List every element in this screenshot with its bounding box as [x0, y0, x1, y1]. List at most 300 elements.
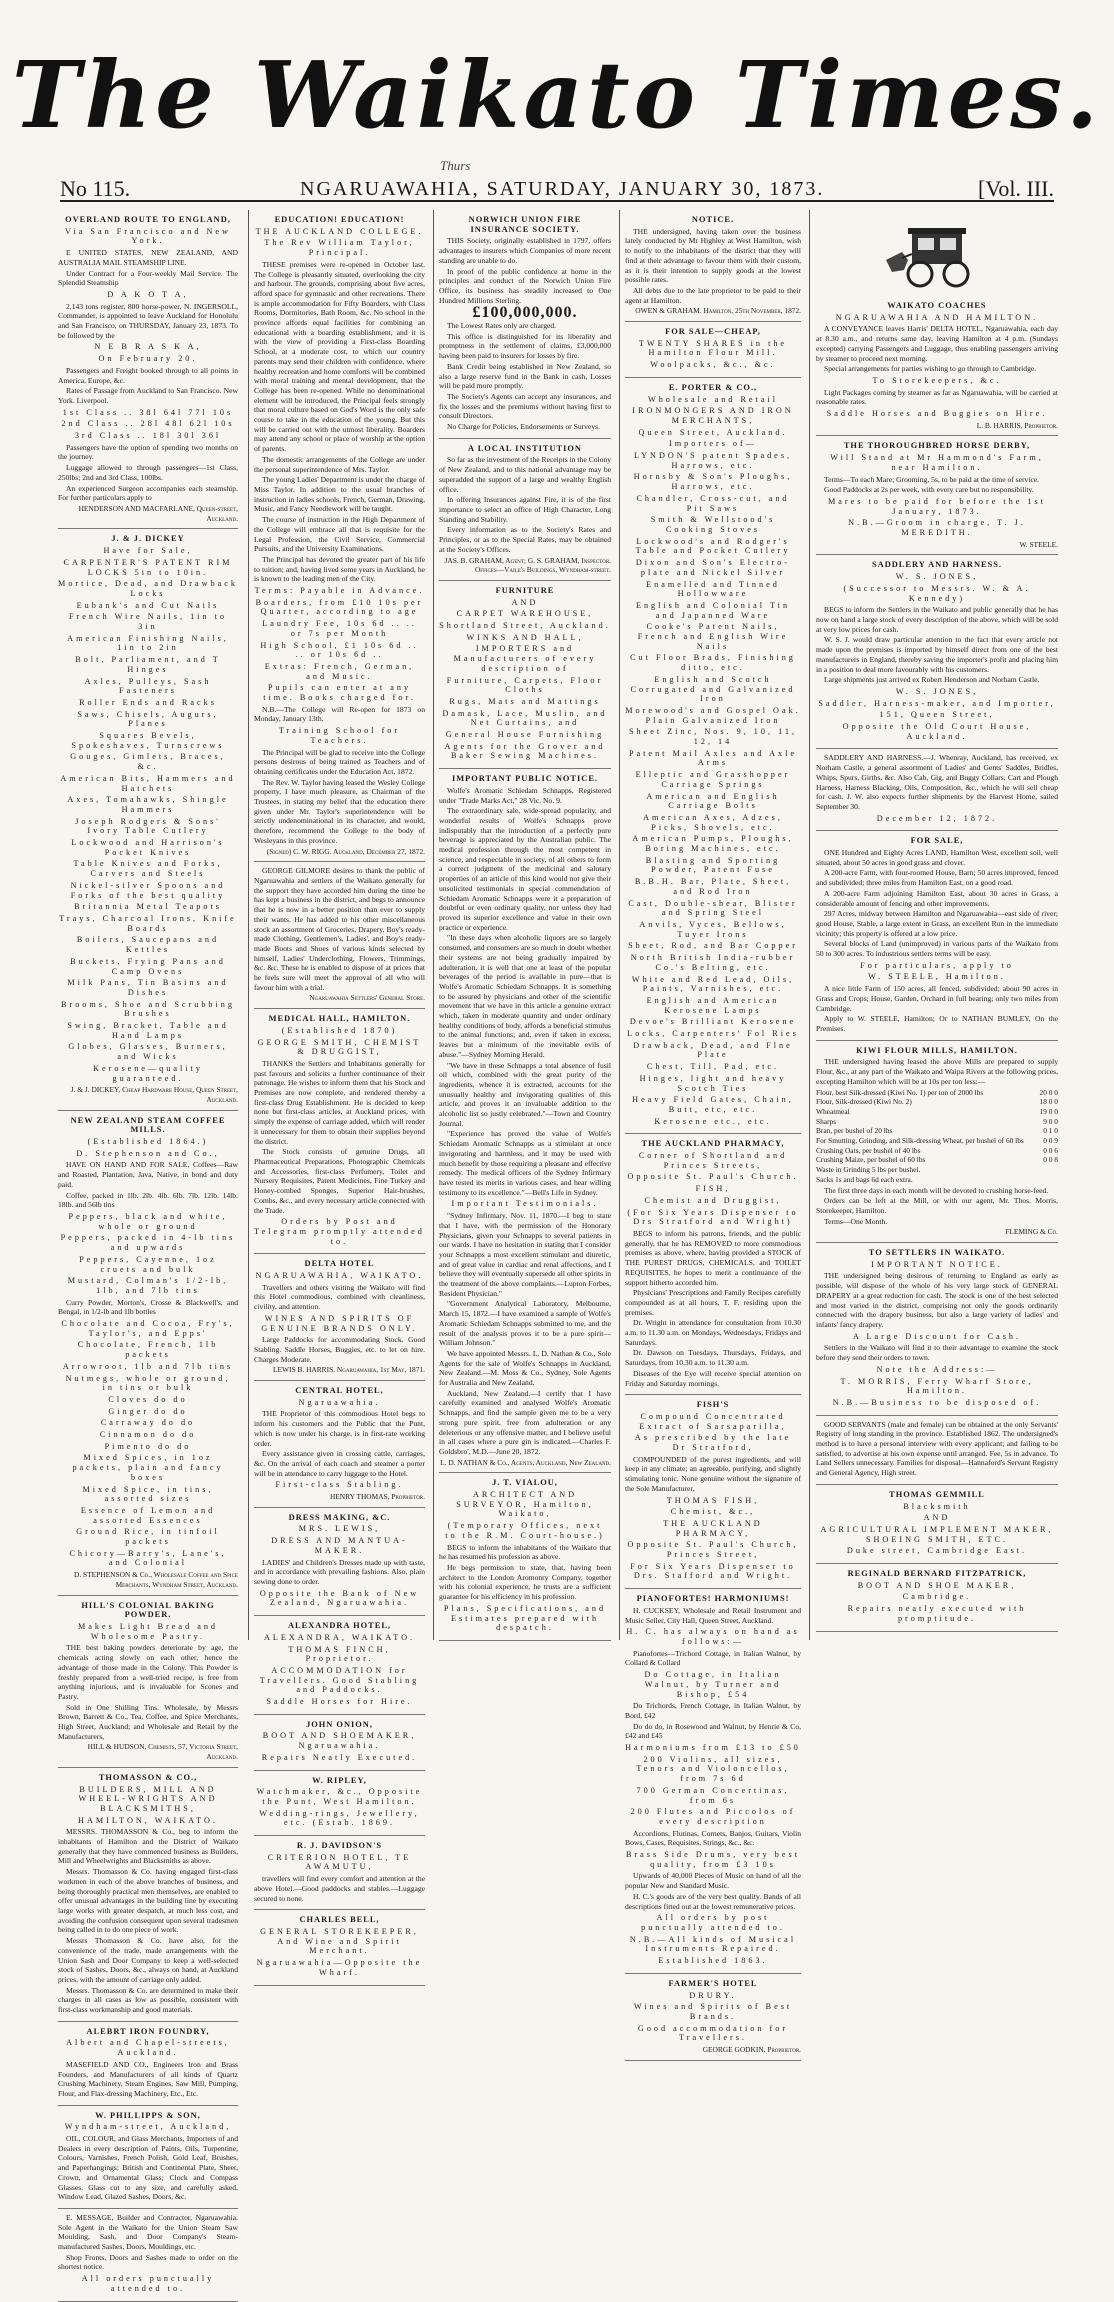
ad-text: Ngaruawahia—Opposite the Wharf. — [256, 1958, 423, 1977]
ad-text: Extras: French, German, and Music. — [264, 661, 415, 681]
ad-text: Shortland Street, Auckland. — [439, 621, 611, 631]
advertisement — [254, 1715, 425, 1771]
ad-text: Wyndham-street, Auckland, — [64, 2122, 232, 2132]
ad-text: Britannia Metal Teapots — [74, 902, 222, 912]
ad-text: Apply to W. STEELE, Hamilton; Or to NATHAN BUMLEY, On the Premises. — [816, 1014, 1058, 1033]
advertisement — [254, 1508, 425, 1616]
ad-text: High School, £1 10s 6d .. .. or 10s 6d .. — [260, 640, 419, 660]
ad-text: A Large Discount for Cash. — [852, 1331, 1022, 1341]
ad-text: "We have in these Schnapps a total absence of fusil oil which, combined with the great purity of the ingredients, whence it is extracted, accounts for the unusually healthy and invigorating qualities of this article, and proves it an invaluable addition to the alcoholic list so justly celebrated."—Town and Country Journal. — [439, 1060, 611, 1128]
ad-text: Sheet Zinc, Nos. 9, 10, 11, 12, 14 — [628, 727, 798, 747]
ad-text: This office is distinguished for its liberality and promptness in the settlement of claims, £3,000,000 having been paid to insurers for losses by fire. — [439, 331, 611, 361]
ad-heading: THE AUCKLAND PHARMACY, — [641, 1139, 785, 1149]
ad-text: Buckets, Frying Pans and Camp Ovens — [70, 956, 226, 976]
ad-heading: PIANOFORTES! HARMONIUMS! — [636, 1594, 790, 1604]
newspaper-title: The Waikato Times. — [11, 41, 1103, 149]
ad-text: Blasting and Sporting Powder, Patent Fuse — [645, 855, 781, 875]
ad-text: The Lowest Rates only are charged. — [447, 321, 557, 331]
advertisement — [625, 378, 801, 1135]
price-value — [1038, 1175, 1058, 1185]
ad-text: N E B R A S K A, — [94, 342, 202, 352]
ad-text: Chicory—Barry's, Lane's, and Colonial — [69, 1548, 227, 1568]
price-item: Flour, best Silk-dressed (Kiwi No. 1) per ton of 2000 lbs — [816, 1087, 984, 1097]
ad-text: BOOT AND SHOEMAKER, Ngaruawahia. — [262, 1731, 417, 1751]
ad-text: OIL, COLOUR, and Glass Merchants, Importers of and Dealers in every description of Paints, Oils, Turpentine, Colours, Varnishes, French Polish, Gold Leaf, Brushes, and Paperhangings; British and Continental Plate, Sheet, Crown, and Ornamental Glass; Clock and Compass Glasses. Glass cut to any size, and carefully asked, Window Lead, Glazed Sashes, Doors, &c. — [58, 2134, 238, 2202]
ad-text: Trays, Charcoal Irons, Knife Boards — [59, 914, 237, 933]
ad-text: D A K O T A, — [107, 289, 189, 299]
ad-text: Chemist and Druggist, — [644, 1195, 782, 1205]
issue-date: NGARUAWAHIA, SATURDAY, JANUARY 30, 1873. — [300, 178, 825, 200]
ad-heading: CHARLES BELL, — [299, 1915, 380, 1925]
ad-text: W. S. JONES, — [895, 686, 979, 696]
ad-text: Have for Sale, — [103, 546, 193, 556]
ad-text: CARPET WAREHOUSE, — [456, 609, 594, 619]
ad-text: Kerosene etc., etc. — [654, 1116, 772, 1126]
ad-text: BEGS to inform his patrons, friends, and the public generally, that he has REMOVED to more commodious premises as above, where, having provided a STOCK of THE PUREST DRUGS, CHEMICALS, and TOILET REQUISITES, he hopes to merit a continuance of the support hitherto accorded him. — [625, 1228, 801, 1287]
ad-text: Makes Light Bread and Wholesome Pastry. — [77, 1622, 219, 1641]
ad-text: The Principal has devoted the greater part of his life to tuition; and, having lived some years in Auckland, he is known to the leading men of the City. — [254, 554, 425, 584]
ad-heading: J. T. VIALOU, — [492, 1478, 558, 1488]
ad-text: Harmoniums from £13 to £50 — [625, 1743, 801, 1753]
ad-text: Terms—To each Mare; Grooming, 5s, to be paid at the time of service. — [824, 474, 1040, 484]
ad-text: 200 Violins, all sizes, Tenors and Violoncellos, from 7s 6d — [636, 1754, 790, 1784]
ad-text: Rates of Passage from Auckland to San Francisco. New York. Liverpool. — [58, 386, 238, 405]
price-value: 0 0 6 — [1043, 1145, 1058, 1155]
ad-text: To Storekeepers, &c. — [872, 375, 1002, 385]
ad-text: Squares Bevels, Spokeshaves, Turnscrews — [71, 731, 225, 750]
ad-text: Orders can be left at the Mill, or with our agent, Mr. Thos. Morris, Storekeeper, Hamilton. — [816, 1196, 1058, 1215]
ad-text: An experienced Surgeon accompanies each steamship. For further particulars apply to — [58, 483, 238, 503]
ad-text: D. Stephenson and Co., — [76, 1148, 220, 1158]
ad-text: Plans, Specifications, and Estimates prepared with despatch. — [443, 1603, 607, 1633]
ad-text: Bolt, Parliament, and T Hinges — [75, 655, 221, 674]
ad-text: The Rev. W. Taylor having leased the Wesley College property, I have much pleasure, as Chairman of the Trustees, in stating my belief that the education there given under Mr. Taylor's superintendence will be strictly undenominational in its character, and would, therefore, recommend the College to the body of Wesleyans in this province. — [254, 777, 425, 845]
ad-text: Orders by Post and Telegram promptly attended to. — [254, 1217, 425, 1246]
ad-text: Globes, Glasses, Burners, and Wicks — [68, 1042, 228, 1062]
ad-text: Compound Concentrated Extract of Sarsaparilla, — [639, 1411, 787, 1431]
ad-heading: NORWICH UNION FIRE INSURANCE SOCIETY. — [468, 215, 582, 234]
ad-text: For Six Years Dispenser to Drs. Stafford and Wright. — [630, 1561, 796, 1581]
ad-text: Physicians' Prescriptions and Family Recipes carefully compounded as at all hours, T. F. residing upon the premises. — [625, 1288, 801, 1317]
ad-text: Messrs Thomasson & Co. have also, for the convenience of the trade, made arrangements with the Union Sash and Door Company to keep a well-selected stock of Sashes, Doors, &c., always on hand, at Auckland prices, with the amount of carriage only added. — [58, 1936, 238, 1984]
price-value: 0 0 8 — [1043, 1155, 1058, 1165]
ad-text: Peppers, Cayenne, 1oz cruets and bulk — [79, 1254, 217, 1274]
ad-text: 3rd Class .. 18l 30l 36l — [74, 431, 222, 441]
ad-text: Wholesale and Retail — [647, 394, 779, 404]
ad-heading: WAIKATO COACHES — [887, 301, 987, 310]
ad-text: "Experience has proved the value of Wolfe's Schiedam Aromatic Schnapps as a stimulant at once invigorating and harmless, and it may be used with much benefit by those requiring a pleasant and effective remedy. The medical officers of the Sydney Infirmary have tested its merits in various cases, and hear willing testimony to its excellence."—Bell's Life in Sydney. — [439, 1129, 611, 1197]
newspaper-columns — [58, 210, 1058, 2293]
ad-text: GEORGE SMITH, CHEMIST & DRUGGIST, — [257, 1037, 422, 1057]
ad-text: CARPENTER'S PATENT RIM LOCKS 5in to 10in. — [63, 557, 233, 577]
ad-text: Saddle Horses for Hire. — [266, 1697, 413, 1707]
ad-text: Chemist, &c., — [670, 1507, 756, 1517]
ad-text: BUILDERS, MILL AND WHEEL-WRIGHTS AND BLACKSMITHS, — [78, 1784, 218, 1813]
advertisement — [625, 1589, 801, 1974]
ad-text: COMPOUNDED of the purest ingredients, and will keep in any climate; an agreeable, purifying, and slightly stimulating tonic. None genuine without the signature of the Sole Manufacturer, — [625, 1454, 801, 1493]
ad-text: W. S. JONES, — [895, 572, 979, 582]
ad-text: NGARUAWAHIA, WAIKATO. — [255, 1271, 424, 1281]
ad-text: Do do do, in Rosewood and Walnut, by Henrie & Co, £42 and £45 — [625, 1721, 801, 1741]
ad-text: (Established 1864.) — [87, 1137, 209, 1147]
ad-text: Brooms, Shoe and Scrubbing Brushes — [61, 999, 235, 1019]
ad-signature: LEWIS B. HARRIS. Ngaruawahia, 1st May, 1871. — [273, 1365, 425, 1375]
ad-signature: Ngaruawahia Settlers' General Store. — [309, 993, 425, 1003]
ad-text: Nutmegs, whole or ground, in tins or bulk — [65, 1373, 231, 1393]
ad-text: Several blocks of Land (unimproved) in various parts of the Waikato from 50 to 300 acres. To industrious settlers terms will be easy. — [816, 939, 1058, 959]
column-4 — [619, 210, 806, 2055]
ad-text: Chocolate, French, 1lb packets — [77, 1340, 219, 1360]
advertisement — [254, 1910, 425, 1985]
ad-text: HAMILTON, WAIKATO. — [78, 1815, 218, 1825]
ad-heading: R. J. DAVIDSON'S — [296, 1841, 383, 1851]
ad-text: He begs permission to state, that, having been architect to the London Aromonry Company, together with his colonial experience, he trusts are a sufficient guarantee for his efficiency in his profession. — [439, 1563, 611, 1602]
price-row — [816, 1165, 1058, 1175]
ad-text: Furniture, Carpets, Floor Cloths — [446, 675, 604, 695]
ad-text: 297 Acres, midway between Hamilton and Ngaruawahia—east side of river; good House, Stable, a large extent in Grass, an excellent Run in the immediate vicinity; this property is offered at a low price. — [816, 909, 1058, 938]
advertisement — [816, 749, 1058, 831]
ad-text: N.B.—All kinds of Musical Instruments Repaired. — [629, 1934, 797, 1954]
ad-text: Note the Address:— — [876, 1364, 998, 1374]
ad-heading: FOR SALE—CHEAP, — [665, 327, 761, 337]
advertisement — [625, 1134, 801, 1395]
ad-text: H. C.'s goods are of the very best quality. Bands of all descriptions fitted out at the lowest remunerative prices. — [625, 1891, 801, 1911]
advertisement — [816, 1564, 1058, 1632]
ad-text: Do Cottage, in Italian Walnut, by Turner and Bishop, £54 — [644, 1670, 782, 1699]
ad-text: The young Ladies' Department is under the charge of Miss Taylor. In addition to the usual branches of instruction in ladies schools, French, German, Drawing, Music, and Fancy Needlework will be taught. — [254, 475, 425, 514]
advertisement — [254, 1616, 425, 1715]
ad-text: ACCOMMODATION for Travellers. Good Stabling and Paddocks. — [259, 1665, 420, 1695]
ad-heading: FARMER'S HOTEL — [668, 1978, 758, 1988]
ad-heading: FURNITURE — [495, 585, 555, 595]
ad-text: 700 German Concertinas, from 6s — [636, 1785, 790, 1805]
ad-text: Ground Rice, in tinfoil packets — [76, 1527, 220, 1547]
ad-text: Do Trichords, French Cottage, in Italian Walnut, by Bord, £42 — [625, 1701, 801, 1720]
ad-text: ONE Hundred and Eighty Acres LAND, Hamilton West, excellent soil, well situated, about 50 acres in good grass and clover. — [816, 848, 1058, 867]
advertisement — [58, 1596, 238, 1768]
ad-heading: FOR SALE, — [910, 836, 964, 846]
ad-text: Dr. Wright in attendance for consultation from 10.30 a.m. to 11.30 a.m. on Mondays, Wednesdays, Fridays and Saturdays. — [625, 1318, 801, 1347]
advertisement — [816, 1485, 1058, 1564]
ad-heading: ALEXANDRA HOTEL, — [287, 1621, 392, 1631]
ad-text: BOOT AND SHOE MAKER, — [857, 1580, 1017, 1590]
ad-text: Auckland, New Zealand.—I certify that I have carefully examined and analysed Wolfe's Aromatic Schnapps, and find the sample given me to be a very strong pure spirit, free from adulteration or any deleterious or any offensive matter, and I believe useful in all cases where a pure gin is indicated.—Charles F. Goldsbro', M.D.—June 20, 1872. — [439, 1388, 611, 1456]
ad-signature: W. STEELE. — [1019, 539, 1058, 549]
price-row — [816, 1117, 1058, 1127]
ad-text: AGRICULTURAL IMPLEMENT MAKER, SHOEING SMITH, ETC. — [820, 1524, 1054, 1544]
price-row — [816, 1097, 1058, 1107]
ad-text: THE best baking powders deteriorate by age, the chemicals acting slowly on each other, hence the advantage of those made in the Colony. This Powder is freshly prepared from a well-tried recipe, is free from anything injurious, and is invaluable for Scones and Pastry. — [58, 1643, 238, 1701]
ad-text: Wolfe's Aromatic Schiedam Schnapps, Registered under "Trade Marks Act," 28 Vic. No. 9. — [439, 785, 611, 805]
ad-text: Corner of Shortland and Princes Streets, — [638, 1151, 788, 1170]
ad-heading: DRESS MAKING, &C. — [288, 1512, 391, 1522]
ad-text: IRONMONGERS AND IRON MERCHANTS, — [632, 406, 794, 425]
ad-text: THE AUCKLAND PHARMACY, — [663, 1518, 763, 1538]
advertisement — [58, 1111, 238, 1596]
price-row — [816, 1126, 1058, 1136]
ad-text: Woolpacks, &c., &c. — [650, 360, 776, 370]
advertisement — [254, 1836, 425, 1910]
ad-text: 200 Flutes and Piccolos of every description — [630, 1807, 796, 1826]
ad-text: Rugs, Mats and Mattings — [449, 696, 601, 706]
ad-text: HAVE ON HAND AND FOR SALE, Coffees—Raw and Roasted, Plantation, Java, Native, in bond and duty paid. — [58, 1160, 238, 1189]
ad-text: Opposite the Old Court House, Auckland. — [842, 722, 1032, 741]
ad-text: French Wire Nails, 1in to 3in — [69, 612, 227, 632]
ad-signature: HENRY THOMAS, Proprietor. — [329, 1492, 425, 1502]
ad-heading: SADDLERY AND HARNESS. — [872, 560, 1002, 570]
handwritten-note: Thurs — [440, 158, 471, 173]
advertisement — [816, 555, 1058, 749]
ad-text: Mortice, Dead, and Drawback Locks — [58, 579, 238, 598]
ad-text: American Bits, Hammers and Hatchets — [60, 773, 236, 793]
advertisement — [816, 1416, 1058, 1485]
ad-text: Agents for the Grover and Baker Sewing Machines. — [444, 741, 606, 761]
price-row — [816, 1136, 1058, 1146]
advertisement — [58, 2022, 238, 2106]
advertisement — [254, 210, 425, 862]
ad-text: Opposite St. Paul's Church. — [627, 1172, 799, 1182]
ad-text: AND — [923, 1513, 951, 1523]
ad-text: Cambridge. — [902, 1592, 972, 1602]
ad-text: Hornsby & Son's Ploughs, Harrows, etc. — [633, 472, 793, 492]
price-row — [816, 1146, 1058, 1156]
ad-text: Cinnamon do do — [99, 1430, 197, 1440]
price-item: Sharps — [816, 1116, 837, 1126]
ad-text: N.B.—Groom in charge, T. J. MEREDITH. — [848, 518, 1026, 538]
ad-text: (Temporary Offices, next to the R.M. Court-house.) — [445, 1521, 605, 1540]
ad-text: W. S. J. would draw particular attention to the fact that every article not made upon the premises is imported by himself direct from one of the best manufacturers in England, thereby saving the importer's profit and placing him in a position to deal more favourably with his customers. — [816, 635, 1058, 674]
ad-text: THE undersigned being desirous of returning to England as early as possible, will dispose of the whole of his very large stock of GENERAL DRAPERY at a great reduction for cash. The stock is one of the best selected and most varied in the district, comprising not only the goods ordinarily connected with the drapery business, but also a large variety of ladies' and infants' fancy drapery. — [816, 1271, 1058, 1329]
ad-text: Locks, Carpenters' Fol Ries — [627, 1029, 799, 1039]
advertisement — [625, 322, 801, 378]
ad-text: Eubank's and Cut Nails — [76, 600, 220, 610]
ad-text: Cooke's Patent Nails, French and English Wire Nails — [637, 622, 789, 651]
ad-heading: HILL'S COLONIAL BAKING POWDER. — [81, 1600, 215, 1620]
ad-text: Opposite St. Paul's Church, Princes Street, — [627, 1540, 799, 1560]
ad-text: 2nd Class .. 28l 48l 62l 10s — [61, 419, 235, 429]
ad-text: In offering Insurances against Fire, it is of the first importance to select an office of High Character, Long Standing and Stability. — [439, 495, 611, 524]
ad-text: Ginger do do — [108, 1406, 188, 1416]
ad-text: Duke street, Cambridge East. — [846, 1546, 1028, 1556]
ad-text: Dixon and Son's Electro-plate and Nickel Silver — [635, 558, 791, 577]
ad-text: DRESS AND MANTUA-MAKER. — [271, 1536, 408, 1555]
ad-text: THE AUCKLAND COLLEGE. — [255, 226, 424, 236]
price-item: Waste in Grinding 5 lbs per bushel. — [816, 1165, 921, 1175]
ad-heading: OVERLAND ROUTE TO ENGLAND, — [65, 215, 231, 224]
ad-text: American Axes, Adzes, Picks, Shovels, etc. — [643, 812, 783, 832]
ad-heading: CENTRAL HOTEL, — [295, 1386, 384, 1396]
ad-text: Blacksmith — [903, 1501, 971, 1511]
ad-text: The extraordinary sale, wide-spread popularity, and wonderful results of Wolfe's Schnapps prove indisputably that the introduction of a perfectly pure beverage is appreciated by the Australian public. The medical profession through the most competent in science, and respectable in society, of all others to form a correct judgment of the medicinal and salutary properties of an article of this kind would not give their unsolicited testimonials in special commendation of Schiedam Aromatic Schnapps were it a preparation of doubtful or even ordinary quality, nor unless they had proved its superior excellence and value in their own practice or experience. — [439, 806, 611, 932]
ad-heading: J. & J. DICKEY — [111, 534, 185, 544]
advertisement — [625, 210, 801, 322]
ad-text: Watchmaker, &c., Opposite the Punt, West Hamilton. — [256, 1787, 423, 1806]
ad-text: Damask, Lace, Muslin, and Net Curtains, and — [442, 708, 608, 728]
ad-text: On February 20. — [98, 354, 198, 364]
ad-text: SADDLERY AND HARNESS.—J. Whenray, Auckland, has received, ex Norham Castle, a general assortment of Ladies' and Gents' Saddles, Bridles, Whips, Spurs, Girths, &c. Also Cab, Gig, and Buggy Collars, Cart and Plough Harness, Harness Blacking, Oils, Composition, &c., which he will sell cheap for cash. J. W. also expects further shipments by the Harvest Home, sailed September 30. — [816, 753, 1058, 811]
price-item: For Smutting, Grinding, and Silk-dressing Wheat, per bushel of 60 lbs — [816, 1136, 1024, 1146]
ad-text: Nickel-silver Spoons and Forks of the best quality — [70, 880, 226, 900]
ad-text: English and American Kerosene Lamps — [646, 995, 780, 1015]
ad-text: 151, Queen Street, — [879, 710, 995, 720]
ad-heading: A LOCAL INSTITUTION — [468, 443, 582, 453]
ad-text: N.B.—The College will Re-open for 1873 on Monday, January 13th. — [254, 704, 425, 724]
ad-text: LYNDON'S patent Spades, Harrows, etc. — [633, 451, 793, 470]
advertisement — [439, 581, 611, 769]
ad-text: Laundry Fee, 10s 6d .. .. or 7s per Month — [262, 619, 417, 638]
ad-signature: (Signed) C. W. RIGG. Auckland, December 27, 1872. — [266, 846, 425, 856]
masthead — [0, 40, 1114, 150]
ad-text: travellers will find every comfort and attention at the above Hotel.—Good paddocks and stables.—Luggage secured to none. — [254, 1874, 425, 1903]
price-item: Sacks 1s and bags 6d each extra. — [816, 1174, 913, 1184]
column-3 — [433, 210, 616, 1640]
ad-text: Will Stand at Mr Hammond's Farm, near Hamilton. — [830, 453, 1044, 472]
ad-text: The domestic arrangements of the College are under the personal superintendence of Mrs. Taylor. — [254, 454, 425, 474]
ad-text: MESSRS. THOMASSON & Co., beg to inform the inhabitants of Hamilton and the District of Waikato generally that they have commenced business as Builders, Mill and Wheelwrights and Blacksmiths as above. — [58, 1827, 238, 1866]
ad-text: THOMAS FINCH, Proprietor. — [288, 1644, 391, 1664]
price-list — [816, 1088, 1058, 1185]
price-value: 9 0 0 — [1043, 1116, 1058, 1126]
ad-text: ALEXANDRA, WAIKATO. — [263, 1632, 416, 1642]
ad-text: The first three days in each month will be devoted to crushing horse-feed. — [824, 1185, 1049, 1195]
ad-text: MASEFIELD AND CO., Engineers Iron and Brass Founders, and Manufacturers of all kinds of Quartz Crushing Machinery, Steam Engines, Saw Mill, Pumping, Flour, and Flax-dressing Machinery, Etc., Etc. — [58, 2059, 238, 2098]
advertisement — [816, 296, 1058, 436]
ad-text: 2,143 tons register, 800 horse-power, N. INGERSOLL, Commander, is appointed to leave Auckland for Honolulu and San Francisco, on THURSDAY, January 23, 1873. To be followed by the — [58, 301, 238, 340]
ad-text: (Successor to Messrs. W. & A. Kennedy) — [843, 583, 1031, 603]
ad-text: A 200-acre Farm adjoining Hamilton East, about 30 acres in Grass, a considerable amount of fencing and other improvements. — [816, 888, 1058, 908]
ad-text: THANKS the Settlers and Inhabitants generally for past favours and solicits a further continuance of their patronage. He wishes to inform them that his Stock and Premises are now complete, and rendered thereby a first-class Drug Establishment. He is decided to keep none but first-class articles, at Auckland prices, with simply the expense of carriage added, which will render it unnecessary for them to obtain their supplies beyond the district. — [254, 1058, 425, 1146]
ad-heading: ALEBRT IRON FOUNDRY, — [86, 2026, 210, 2036]
ad-text: DRURY. — [689, 1990, 737, 2000]
ad-text: Important Testimonials. — [451, 1199, 599, 1209]
ad-text: First-class Stabling. — [275, 1480, 404, 1490]
price-row — [816, 1107, 1058, 1117]
ad-text: Cut Floor Brads, Finishing ditto, etc. — [630, 653, 796, 673]
ad-text: Opposite the Bank of New Zealand, Ngaruawahia. — [259, 1588, 420, 1608]
ad-text: Gouges, Gimlets, Braces, &c. — [70, 752, 226, 772]
ad-signature: HILL & HUDSON, Chemists, 57, Victoria Street, Auckland. — [87, 1742, 238, 1762]
ad-text: Shop Fronts, Doors and Sashes made to order on the shortest notice. — [58, 2252, 238, 2272]
ad-text: Dr. Dawson on Tuesdays, Thursdays, Fridays, and Saturdays, from 10.30 a.m. to 11.30 a.m. — [625, 1348, 801, 1368]
dateline — [60, 158, 1054, 202]
ad-text: THE Proprietor of this commodious Hotel begs to inform his customers and the Public that the Punt, which is now under his charge, is in first-rate working order. — [254, 1409, 425, 1448]
advertisement — [816, 1041, 1058, 1243]
price-value: 18 0 0 — [1039, 1097, 1058, 1107]
ad-text: Passengers have the option of spending two months on the journey. — [58, 442, 238, 462]
ad-text: Established 1863. — [658, 1956, 768, 1966]
advertisement — [625, 1974, 801, 2061]
ad-text: Large shipments just arrived ex Robert Henderson and Norham Castle. — [824, 675, 1040, 685]
ad-text: Saddler, Harness-maker, and Importer, — [818, 698, 1056, 708]
ad-text: Curry Powder, Morton's, Crosse & Blackwell's, and Bengal, in 1/2-lb and 1lb bottles — [58, 1297, 238, 1317]
ad-text: Importers of— — [669, 439, 757, 449]
advertisement — [439, 1473, 611, 1641]
ad-text: N.B.—Business to be disposed of. — [832, 1397, 1042, 1407]
ad-text: CRITERION HOTEL, TE AWAMUTU, — [267, 1852, 412, 1872]
ad-text: THOMAS FISH, — [666, 1495, 760, 1505]
ad-text: Under Contract for a Four-weekly Mail Service. The Splendid Steamship — [58, 268, 238, 288]
ad-text: American Finishing Nails, 1in to 2in — [67, 633, 229, 653]
issue-number: No 115. — [60, 176, 131, 201]
ad-text: WINES AND SPIRITS OF GENUINE BRANDS ONLY. — [261, 1313, 418, 1333]
ad-signature: JAS. B. GRAHAM, Agent; G. S. GRAHAM, Inspector. Offices—Vaile's Buildings, Wyndham-street. — [444, 555, 611, 575]
ad-text: Axles, Pulleys, Sash Fasteners — [84, 676, 212, 696]
ad-text: Pupils can enter at any time. Books charged for. — [263, 683, 416, 703]
ad-text: "In these days when alcoholic liquors are so largely consumed, and consumers are so much in doubt whether their systems are not being gradually impaired by adulteration, it is well that one at least of the popular beverages of the period is available in pure—that is Wolfe's Aromatic Schiedam Schnapps. It is something to be assured by physicians and other of the scientific movement that we have in this article a genuine extract which, taken in moderate quantity and under ordinary healthy conditions of body, affords a beneficial stimulus to the animal functions; and, even if taken in excess, leaves but a minimum of the inevitable evils of abuse."—Sydney Morning Herald. — [439, 933, 611, 1059]
ad-text: Mixed Spice, in tins, assorted sizes — [82, 1484, 214, 1504]
ad-text: Kerosene—quality guaranteed. — [93, 1063, 203, 1083]
ad-text: Good accommodation for Travellers. — [637, 2023, 789, 2043]
ad-text: Enamelled and Tinned Hollowware — [646, 579, 780, 599]
ad-text: "Government Analytical Laboratory, Melbourne, March 15, 1872.—I have examined a sample of Wolfe's Aromatic Schiedam Schnapps submitted to me, and the result of the analysis proves it to be a pure spirit—William Johnson." — [439, 1299, 611, 1348]
ad-text: A nice little Farm of 150 acres, all fenced, subdivided; about 90 acres in Grass and Crops; House, Garden, Orchard in full bearing; only two miles from Cambridge. — [816, 984, 1058, 1013]
advertisement — [439, 439, 611, 581]
ad-text: Carraway do do — [100, 1418, 196, 1428]
ad-text: English and Scotch Corrugated and Galvanized Iron — [630, 674, 796, 704]
ad-heading: W. PHILLIPPS & SON, — [95, 2110, 201, 2120]
ad-heading: IMPORTANT PUBLIC NOTICE. — [451, 774, 598, 784]
ad-text: Large Paddocks for accommodating Stock. Good Stabling. Saddle Horses, Buggies, etc. to let on hire. Charges Moderate. — [254, 1335, 425, 1364]
ad-text: Smith & Wellstood's Cooking Stoves — [650, 515, 776, 534]
ad-text: 1st Class .. 38l 64l 77l 10s — [62, 407, 234, 417]
advertisement — [58, 2209, 238, 2302]
ad-signature: OWEN & GRAHAM. Hamilton, 25th November, 1872. — [635, 306, 801, 316]
ad-text: ARCHITECT AND SURVEYOR, Hamilton, Waikato, — [456, 1490, 594, 1519]
advertisement — [254, 1009, 425, 1254]
ad-text: Pimento do do — [104, 1441, 192, 1451]
ad-text: GOOD SERVANTS (male and female) can be obtained at the only Servants' Registry of long standing in the province. Established 1862. The undersigned's method is to have a personal interview with every applicant; and failing to be satisfied, to advertise at his own expense until arranged. Fee, 5s in advance. To Land Sellers unnecessary. Families for disposal—Hannaford's Servant Registry and General Agency, High street. — [816, 1419, 1058, 1478]
ad-text: Lockwood and Harrison's Pocket Knives — [71, 838, 225, 857]
ad-text: Every information as to the Society's Rates and Principles, or as to the Special Rates, may be obtained at the Society's Offices. — [439, 525, 611, 554]
ad-text: Every assistance given in crossing cattle, carriages, &c. On the arrival of each coach and steamer a porter will be in attendance to carry luggage to the Hotel. — [254, 1449, 425, 1478]
ad-heading: THOMASSON & CO., — [98, 1772, 198, 1782]
advertisement — [816, 1243, 1058, 1416]
ad-text: White and Red Lead, Oils, Paints, Varnishes, etc. — [631, 974, 795, 994]
ad-text: MRS. LEWIS, — [298, 1524, 381, 1534]
ad-text: Queen Street, Auckland. — [638, 427, 788, 437]
ad-text: Cast, Double-shear, Blister and Spring Steel — [628, 898, 798, 918]
ad-text: We have appointed Messrs. L. D. Nathan & Co., Sole Agents for the sale of Wolfe's Schnapps in Auckland, New Zealand.—M. Moss & Co., Sydney, Sole Agents for Australia and New Zealand. — [439, 1348, 611, 1388]
volume-number: [Vol. III. — [978, 176, 1054, 201]
ad-text: Joseph Rodgers & Sons' Ivory Table Cutlery — [75, 816, 221, 836]
ad-text: Repairs Neatly Executed. — [261, 1752, 418, 1762]
ad-text: Good Paddocks at 2s per week, with every care but no responsibility. — [824, 485, 1034, 495]
ad-signature: HENDERSON AND MACFARLANE, Queen-street, Auckland. — [78, 503, 238, 523]
ad-signature: FLEMING & Co. — [1005, 1227, 1058, 1237]
ad-text: Accordions, Flutinas, Cornets, Banjos, Guitars, Violin Bows, Cases, Requisites, Strings, &c., &c. — [625, 1828, 801, 1848]
ad-signature: D. STEPHENSON & Co., Wholesale Coffee and Spice Merchants, Wyndham Street, Auckland. — [74, 1570, 238, 1589]
ad-heading: TO SETTLERS IN WAIKATO. — [868, 1248, 1006, 1258]
price-item: Wheatmeal — [816, 1106, 850, 1116]
ad-text: All orders punctually attended to. — [81, 2274, 215, 2293]
ad-text: The Rev William Taylor, Principal. — [264, 238, 415, 258]
ad-text: Boarders, from £10 10s per Quarter, according to age — [255, 597, 424, 617]
price-value: 19 0 0 — [1039, 1106, 1058, 1116]
ad-text: Mixed Spices, in 1oz packets, plain and fancy boxes — [72, 1453, 224, 1482]
ad-text: E UNITED STATES, NEW ZEALAND, AND AUSTRALIA MAIL STEAMSHIP LINE. — [58, 248, 238, 267]
advertisement — [439, 769, 611, 1473]
ad-text: Elleptic and Grasshopper Carriage Springs — [635, 770, 791, 789]
advertisement — [254, 1771, 425, 1837]
column-5 — [809, 210, 1058, 1640]
ad-text: Heavy Field Gates, Chain, Butt, etc, etc. — [632, 1095, 794, 1114]
ad-heading: NOTICE. — [691, 215, 735, 224]
ad-text: Peppers, packed in 4-lb tins and upwards — [60, 1233, 236, 1253]
ad-text: Passengers and Freight booked through to all points in America, Europe, &c. — [58, 365, 238, 385]
ad-heading: KIWI FLOUR MILLS, HAMILTON. — [856, 1045, 1018, 1055]
ad-text: GEORGE GILMORE desires to thank the public of Ngaruawahia and settlers of the Waikato generally for the support they have accorded him during the time he has kept a business in the district, and begs to announce that he is now in a better position than ever to supply their wants. He has added to his other miscellaneous stock an assortment of Groceries, Drapery, Boy's ready-made Clothing, Gentlemen's, Ladies', and Boy's ready-made Boots and Shoes of various kinds selected by himself, Ladies' Underclothing, Flowers, Trimmings, &c. &c. These he is enabled to dispose of at prices that he feels sure will meet the approval of all who will favour him with a trial. — [254, 866, 425, 992]
advertisement — [816, 831, 1058, 1040]
